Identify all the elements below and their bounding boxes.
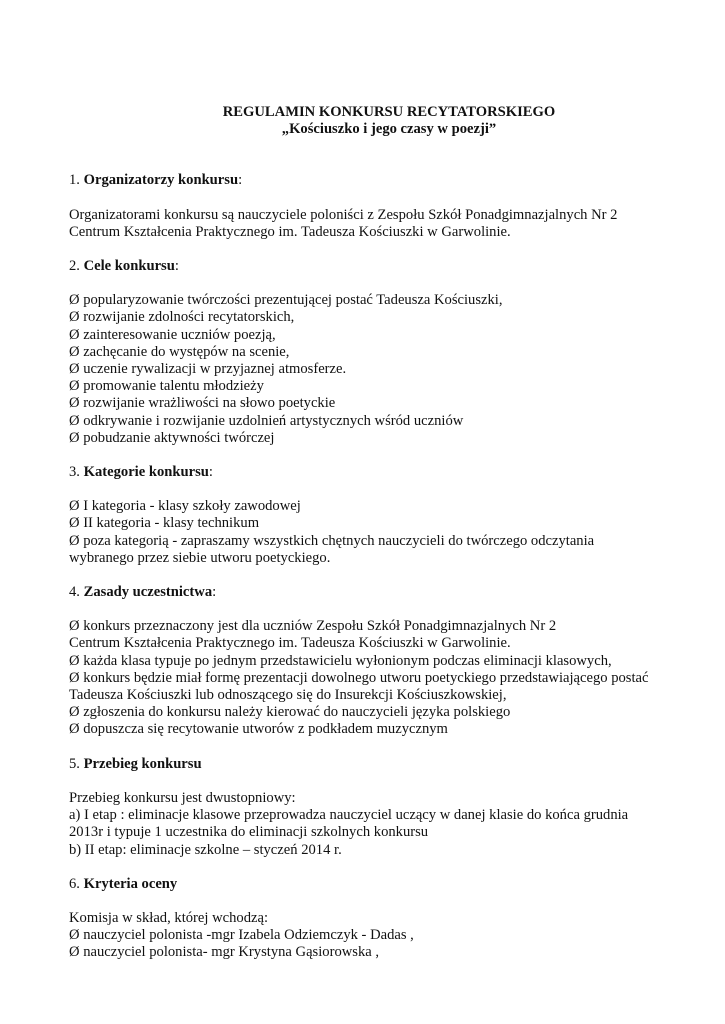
list-item: Ø odkrywanie i rozwijanie uzdolnień artystycznych wśród uczniów	[69, 412, 464, 429]
list-item: Ø poza kategorią - zapraszamy wszystkich chętnych nauczycieli do twórczego odczytania	[69, 532, 595, 549]
section-body	[69, 498, 689, 567]
section-heading: 1. Organizatorzy konkursu:	[69, 172, 243, 189]
list-item: Ø promowanie talentu młodzieży	[69, 378, 264, 395]
list-item: b) II etap: eliminacje szkolne – styczeń 2014 r.	[69, 841, 342, 858]
text-line: 2013r i typuje 1 uczestnika do eliminacji szkolnych konkursu	[69, 824, 429, 841]
list-item: Ø rozwijanie wrażliwości na słowo poetyckie	[69, 395, 336, 412]
text-line: Centrum Kształcenia Praktycznego im. Tadeusza Kościuszki w Garwolinie.	[69, 223, 511, 240]
text-line: Centrum Kształcenia Praktycznego im. Tadeusza Kościuszki w Garwolinie.	[69, 635, 511, 652]
list-item: Ø nauczyciel polonista- mgr Krystyna Gąsiorowska ,	[69, 944, 380, 961]
list-item: Ø konkurs przeznaczony jest dla uczniów Zespołu Szkół Ponadgimnazjalnych Nr 2	[69, 618, 557, 635]
text-line: Przebieg konkursu jest dwustopniowy:	[69, 789, 296, 806]
list-item: Ø nauczyciel polonista -mgr Izabela Odziemczyk - Dadas ,	[69, 927, 414, 944]
section-heading: 6. Kryteria oceny	[69, 875, 178, 892]
list-item: Ø konkurs będzie miał formę prezentacji dowolnego utworu poetyckiego przedstawiającego postać	[69, 669, 649, 686]
list-item: Ø dopuszcza się recytowanie utworów z podkładem muzycznym	[69, 721, 448, 738]
list-item: Ø każda klasa typuje po jednym przedstawicielu wyłonionym podczas eliminacji klasowych,	[69, 652, 612, 669]
text-line: wybranego przez siebie utworu poetyckiego.	[69, 549, 331, 566]
text-line: Tadeusza Kościuszki lub odnoszącego się do Insurekcji Kościuszkowskiej,	[69, 687, 507, 704]
list-item: Ø rozwijanie zdolności recytatorskich,	[69, 309, 295, 326]
section-heading: 5. Przebieg konkursu	[69, 755, 202, 772]
section-body	[69, 618, 689, 738]
section-body	[69, 207, 689, 241]
list-item: Ø zachęcanie do występów na scenie,	[69, 343, 290, 360]
section-course	[69, 756, 689, 859]
section-organizers	[69, 172, 689, 241]
section-goals	[69, 258, 689, 447]
section-body	[69, 292, 689, 447]
section-categories	[69, 464, 689, 567]
title-line-2: „Kościuszko i jego czasy w poezji”	[281, 121, 497, 138]
title-line-1: REGULAMIN KONKURSU RECYTATORSKIEGO	[222, 104, 556, 120]
section-rules	[69, 584, 689, 739]
section-body	[69, 790, 689, 859]
list-item: Ø I kategoria - klasy szkoły zawodowej	[69, 498, 301, 515]
text-line: Organizatorami konkursu są nauczyciele poloniści z Zespołu Szkół Ponadgimnazjalnych Nr 2	[69, 206, 618, 223]
list-item: a) I etap : eliminacje klasowe przeprowadza nauczyciel uczący w danej klasie do końca grudnia	[69, 807, 629, 824]
section-heading: 4. Zasady uczestnictwa:	[69, 584, 217, 601]
text-line: Komisja w skład, której wchodzą:	[69, 909, 268, 926]
section-body	[69, 910, 689, 962]
section-heading: 2. Cele konkursu:	[69, 258, 179, 275]
list-item: Ø zainteresowanie uczniów poezją,	[69, 326, 276, 343]
list-item: Ø uczenie rywalizacji w przyjaznej atmosferze.	[69, 361, 347, 378]
list-item: Ø zgłoszenia do konkursu należy kierować do nauczycieli języka polskiego	[69, 704, 511, 721]
list-item: Ø II kategoria - klasy technikum	[69, 515, 260, 532]
document-title	[69, 104, 689, 138]
list-item: Ø popularyzowanie twórczości prezentującej postać Tadeusza Kościuszki,	[69, 292, 503, 309]
document-page	[69, 104, 689, 962]
list-item: Ø pobudzanie aktywności twórczej	[69, 429, 275, 446]
section-criteria	[69, 876, 689, 962]
section-heading: 3. Kategorie konkursu:	[69, 464, 213, 481]
